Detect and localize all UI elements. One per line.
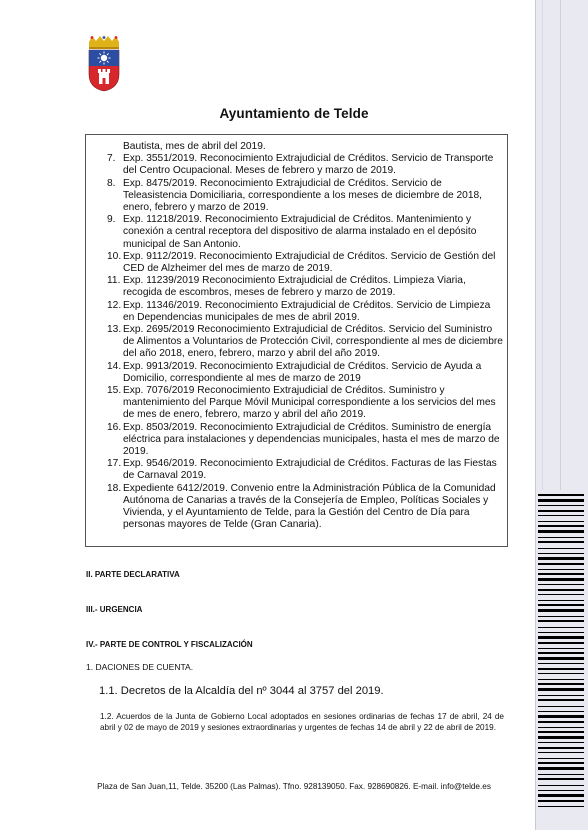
agenda-item-text: Exp. 8475/2019. Reconocimiento Extrajudicial de Créditos. Servicio de Teleasistencia Domiciliaria, correspondiente a los meses de diciembre de 2018, enero, febrero y marzo de 2019. <box>123 177 483 214</box>
agenda-item-number: 14. <box>107 360 122 372</box>
agenda-item <box>107 324 503 361</box>
agenda-item-text: Exp. 3551/2019. Reconocimiento Extrajudicial de Créditos. Servicio de Transporte del Centro Ocupacional. Meses de febrero y marzo de 2019. <box>123 153 494 177</box>
agenda-item-text: Exp. 11346/2019. Reconocimiento Extrajudicial de Créditos. Servicio de Limpieza en Dependencias municipales de mes de abril 2019. <box>123 299 491 323</box>
agenda-item-number: 10. <box>107 250 122 262</box>
telde-coat-of-arms-logo <box>86 36 122 92</box>
section-heading-parte-declarativa: II. PARTE DECLARATIVA <box>86 570 180 579</box>
section-heading-urgencia: III.- URGENCIA <box>86 605 143 614</box>
agenda-item <box>107 385 503 422</box>
agenda-item-number: 16. <box>107 421 122 433</box>
agenda-item-number: 8. <box>107 177 116 189</box>
agenda-items-box <box>85 134 508 547</box>
agenda-item-text: Exp. 9112/2019. Reconocimiento Extrajudicial de Créditos. Servicio de Gestión del CED de Alzheimer del mes de marzo de 2019. <box>123 250 496 275</box>
daciones-heading: 1. DACIONES DE CUENTA. <box>86 662 194 672</box>
agenda-item-number: 15. <box>107 385 122 397</box>
agenda-item-text: Exp. 7076/2019 Reconocimiento Extrajudicial de Créditos. Suministro y mantenimiento del Parque Móvil Municipal correspondiente a los servicios del mes de mes de enero, febrero, marzo y abril del año 2019. <box>123 385 496 421</box>
agenda-item-number: 7. <box>107 153 116 165</box>
agenda-item-text: Exp. 11218/2019. Reconocimiento Extrajudicial de Créditos. Mantenimiento y conexión a central receptora del dispositivo de alarma instalado en el depósito municipal de San Antonio. <box>123 214 477 250</box>
panel-divider <box>542 0 543 490</box>
agenda-item <box>107 300 503 324</box>
agenda-item <box>107 251 503 275</box>
agenda-item <box>107 214 503 251</box>
agenda-item <box>107 178 503 215</box>
panel-divider <box>560 0 561 490</box>
agenda-item-text: Exp. 8503/2019. Reconocimiento Extrajudicial de Créditos. Suministro de energía eléctrica para instalaciones y dependencias municipales, hasta el mes de marzo de 2019. <box>123 421 500 458</box>
agenda-item-number: 11. <box>107 275 121 287</box>
agenda-item <box>107 458 503 482</box>
agenda-items-list <box>107 141 503 532</box>
agenda-item <box>107 422 503 459</box>
decretos-item: 1.1. Decretos de la Alcaldía del nº 3044 al 3757 del 2019. <box>99 685 384 697</box>
agenda-item-text: Exp. 9546/2019. Reconocimiento Extrajudicial de Créditos. Facturas de las Fiestas de Carnaval 2019. <box>123 458 497 482</box>
document-title: Ayuntamiento de Telde <box>219 106 369 121</box>
agenda-item-text: Exp. 2695/2019 Reconocimiento Extrajudicial de Créditos. Servicio del Suministro de Alimentos a Voluntarios de Protección Civil, correspondiente al mes de diciembre del año 2018, enero, febrero, marzo y abril del año 2019. <box>123 324 503 360</box>
agenda-item-text: Exp. 9913/2019. Reconocimiento Extrajudicial de Créditos. Servicio de Ayuda a Domicilio, correspondiente al mes de marzo de 2019 <box>123 360 482 384</box>
agenda-item <box>107 153 503 177</box>
agenda-item-number: 12. <box>107 299 122 311</box>
agenda-item-number: 9. <box>107 214 116 226</box>
footer-contact: Plaza de San Juan,11, Telde. 35200 (Las Palmas). Tfno. 928139050. Fax. 928690826. E-mail. info@telde.es <box>97 782 491 791</box>
agenda-item-continuation: Bautista, mes de abril del 2019. <box>123 141 266 152</box>
agenda-item <box>107 275 503 299</box>
agenda-item-text: Exp. 11239/2019 Reconocimiento Extrajudicial de Créditos. Limpieza Viaria, recogida de escombros, meses de febrero y marzo de 2019. <box>123 275 466 299</box>
agenda-item <box>107 361 503 385</box>
agenda-item-number: 17. <box>107 458 122 470</box>
barcode <box>538 494 584 808</box>
agenda-item-text: Expediente 6412/2019. Convenio entre la Administración Pública de la Comunidad Autónoma de Canarias a través de la Consejería de Empleo, Políticas Sociales y Vivienda, y el Ayuntamiento de Telde, para la Gestión del Centro de Día para personas mayores de Telde (Gran Canaria). <box>123 482 496 531</box>
agenda-item-number: 18. <box>107 482 122 494</box>
section-heading-control-fiscalizacion: IV.- PARTE DE CONTROL Y FISCALIZACIÓN <box>86 640 253 649</box>
agenda-item <box>107 483 503 532</box>
acuerdos-item: 1.2. Acuerdos de la Junta de Gobierno Local adoptados en sesiones ordinarias de fechas 17 de abril, 24 de abril y 02 de mayo de 2019 y sesiones extraordinarias y urgentes de fechas 14 de abril y 22 de abril de 2019. <box>100 712 504 732</box>
agenda-item-number: 13. <box>107 324 122 336</box>
